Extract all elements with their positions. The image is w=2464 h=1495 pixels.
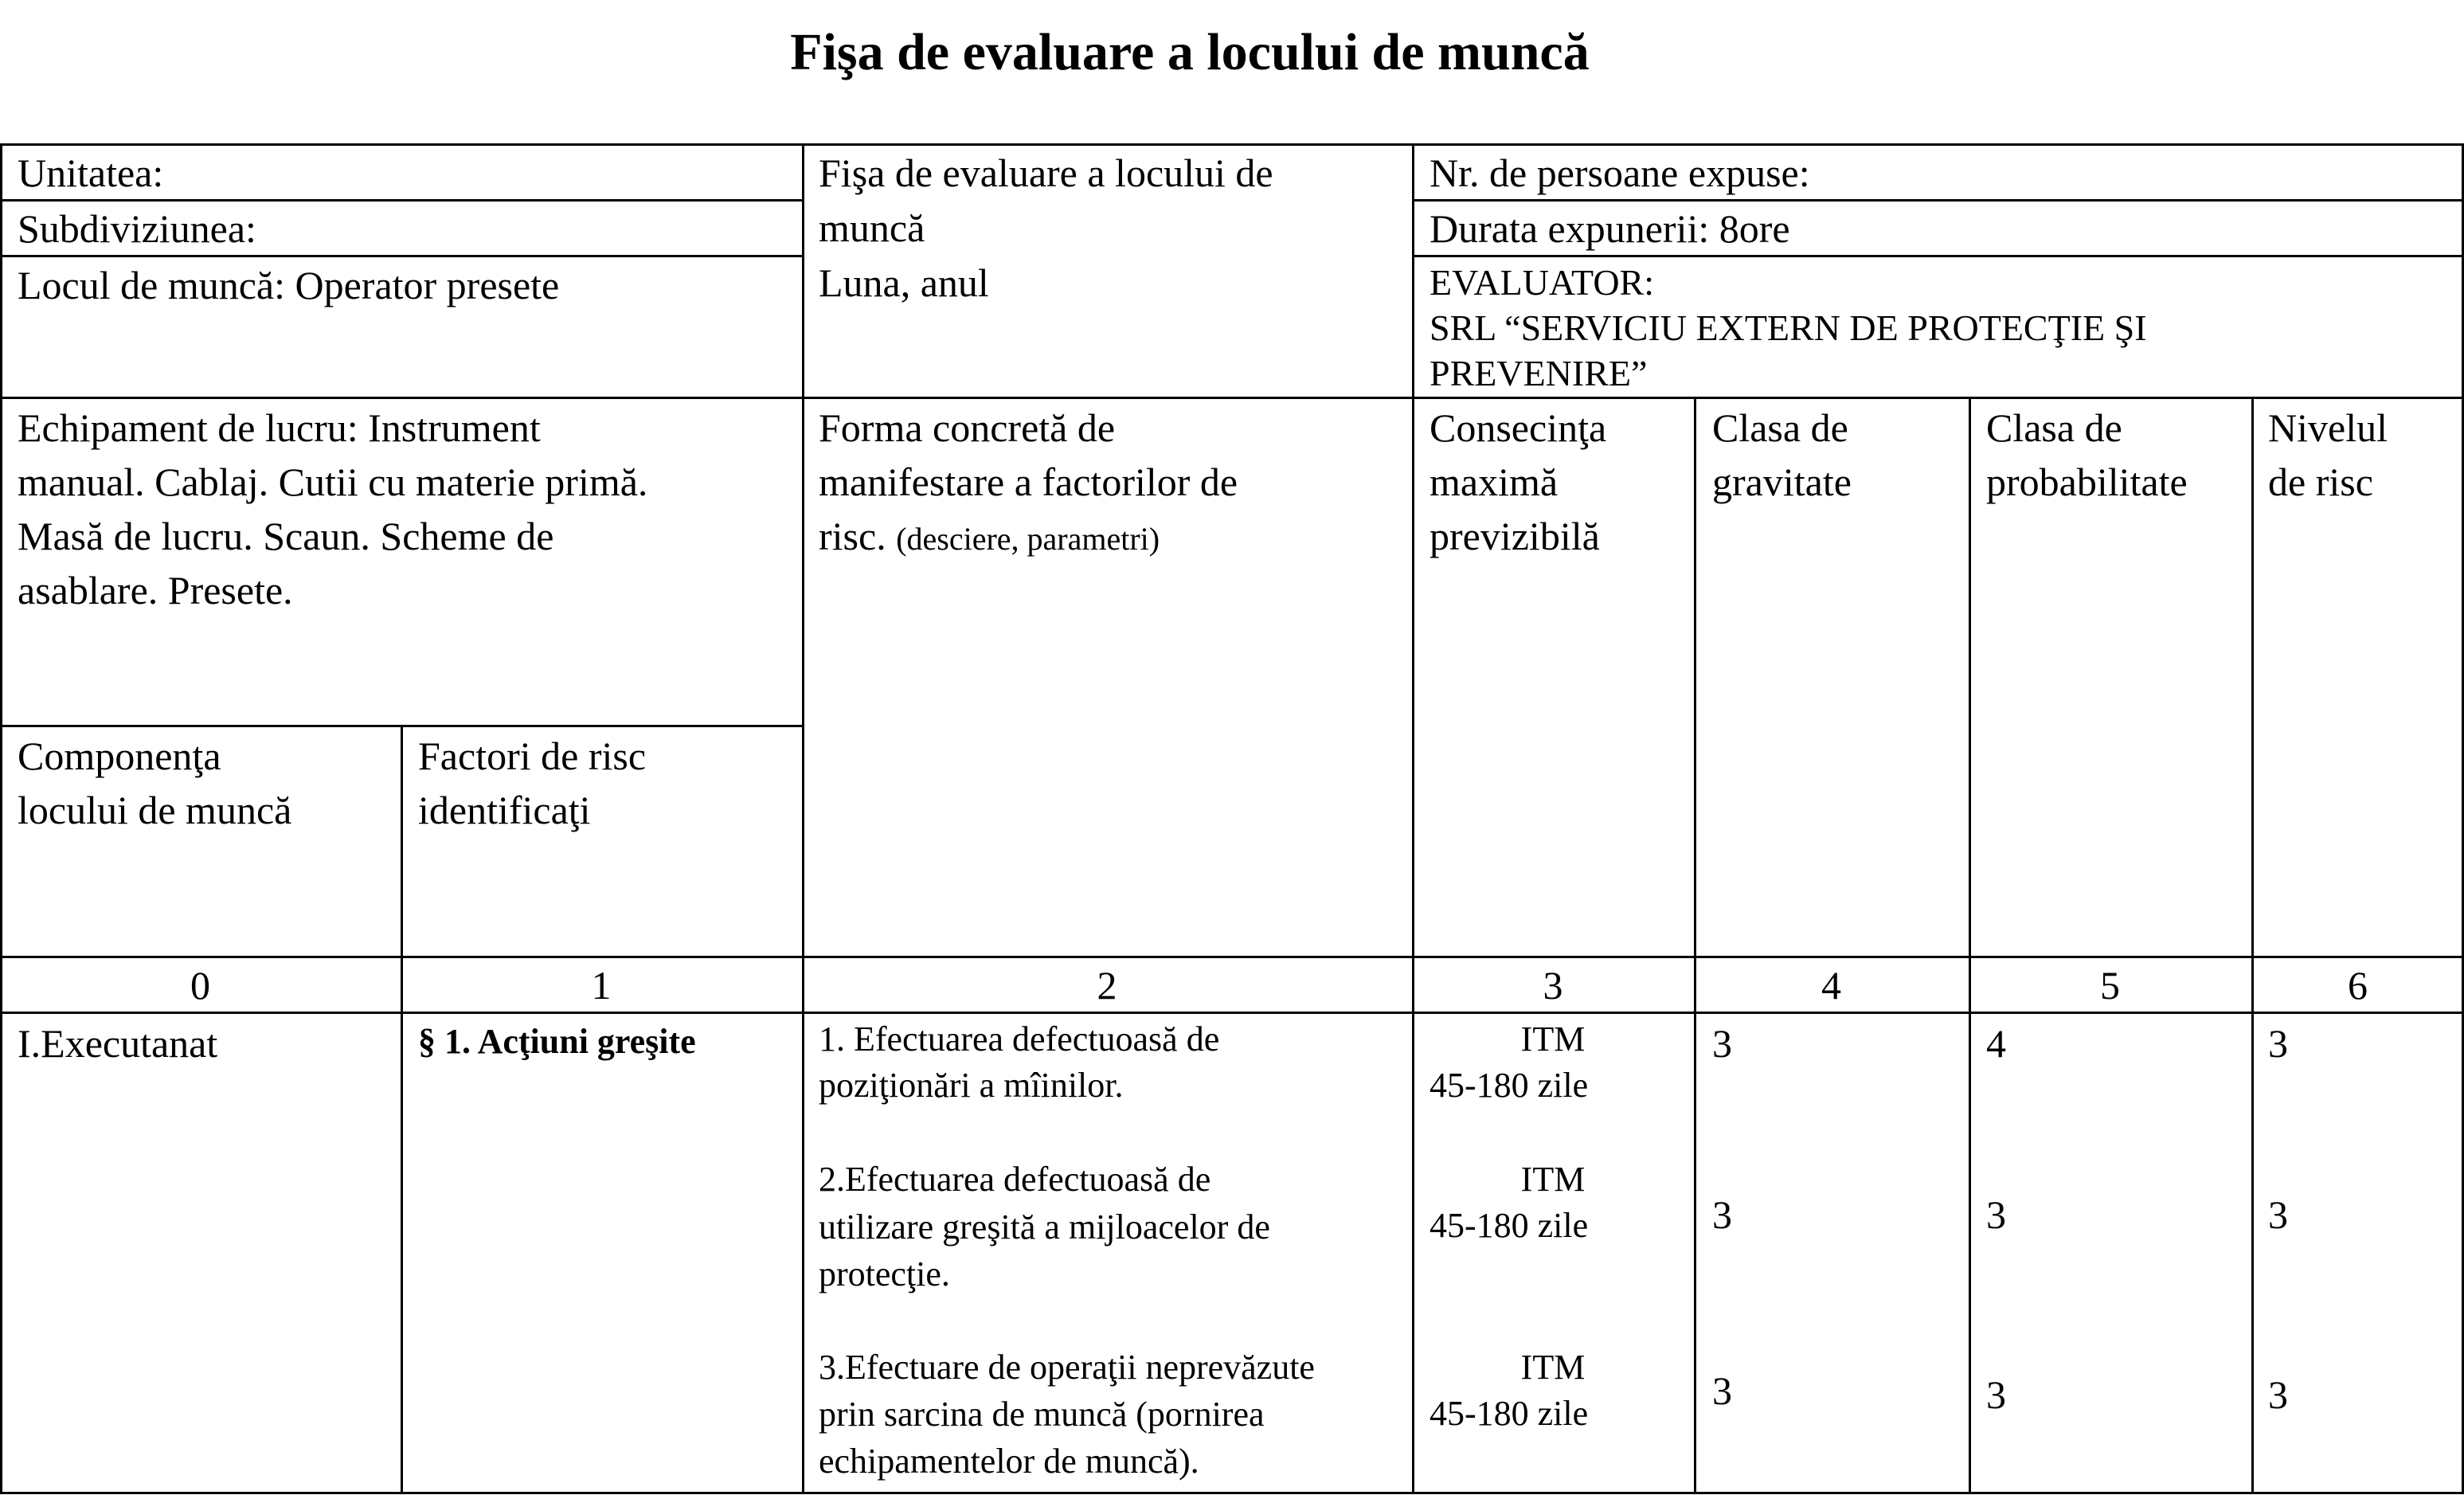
subdivision-label: Subdiviziunea: bbox=[18, 206, 256, 251]
table-col-rule bbox=[1969, 397, 1971, 1494]
severity-header: gravitate bbox=[1712, 460, 1852, 504]
risk-description: prin sarcina de muncă (pornirea bbox=[819, 1395, 1265, 1434]
document-title: Fişa de evaluare a locului de muncă bbox=[790, 23, 1590, 81]
risk-description: echipamentelor de muncă). bbox=[819, 1442, 1199, 1481]
table-col-rule bbox=[802, 143, 804, 1494]
risk-factors-header: Factori de risc bbox=[418, 734, 647, 778]
consequence-itm: ITM bbox=[1520, 1019, 1586, 1059]
risk-description: protecţie. bbox=[819, 1254, 950, 1293]
sheet-label-cont: muncă bbox=[819, 205, 925, 250]
month-year-label: Luna, anul bbox=[819, 260, 989, 305]
equipment-text: asablare. Presete. bbox=[18, 568, 293, 612]
table-col-rule bbox=[1412, 143, 1414, 1494]
risk-form-header: Forma concretă de bbox=[819, 405, 1116, 450]
evaluator-name-cont: PREVENIRE” bbox=[1430, 353, 1648, 393]
risk-factors-header: identificaţi bbox=[418, 788, 591, 832]
consequence-days: 45-180 zile bbox=[1430, 1394, 1589, 1433]
evaluator-name: SRL “SERVICIU EXTERN DE PROTECŢIE ŞI bbox=[1430, 307, 2147, 348]
probability-header: Clasa de bbox=[1986, 405, 2122, 450]
risk-level-value: 3 bbox=[2268, 1021, 2288, 1066]
table-col-rule bbox=[1694, 397, 1696, 1494]
exposed-persons-label: Nr. de persoane expuse: bbox=[1430, 151, 1810, 195]
risk-form-header bbox=[819, 509, 1160, 566]
probability-value: 3 bbox=[1986, 1192, 2006, 1237]
column-number: 5 bbox=[2100, 963, 2120, 1008]
severity-value: 3 bbox=[1712, 1192, 1732, 1237]
probability-value: 4 bbox=[1986, 1021, 2006, 1066]
risk-description: utilizare greşită a mijloacelor de bbox=[819, 1207, 1270, 1246]
column-number: 1 bbox=[591, 963, 612, 1008]
risk-level-header: de risc bbox=[2268, 460, 2373, 504]
column-number: 0 bbox=[190, 963, 210, 1008]
risk-description: 2.Efectuarea defectuoasă de bbox=[819, 1160, 1211, 1199]
risk-description: poziţionări a mîinilor. bbox=[819, 1066, 1124, 1105]
column-number: 2 bbox=[1097, 963, 1117, 1008]
probability-header: probabilitate bbox=[1986, 460, 2188, 504]
severity-header: Clasa de bbox=[1712, 405, 1848, 450]
unit-label: Unitatea: bbox=[18, 151, 164, 195]
consequence-header: previzibilă bbox=[1430, 514, 1600, 558]
column-number: 4 bbox=[1821, 963, 1841, 1008]
column-number: 6 bbox=[2348, 963, 2368, 1008]
component-header: locului de muncă bbox=[18, 788, 292, 832]
consequence-itm: ITM bbox=[1520, 1348, 1586, 1387]
workplace-label: Locul de muncă: Operator presete bbox=[18, 263, 560, 307]
risk-level-value: 3 bbox=[2268, 1372, 2288, 1417]
probability-value: 3 bbox=[1986, 1372, 2006, 1417]
equipment-text: Echipament de lucru: Instrument bbox=[18, 405, 541, 450]
consequence-header: Consecinţa bbox=[1430, 405, 1607, 450]
table-col-rule bbox=[2251, 397, 2254, 1494]
risk-level-header: Nivelul bbox=[2268, 405, 2388, 450]
table-border-bottom bbox=[0, 1492, 2464, 1494]
table-border-left bbox=[0, 143, 2, 1494]
component-header: Componenţa bbox=[18, 734, 221, 778]
risk-form-note: (desciere, parametri) bbox=[896, 521, 1160, 557]
severity-value: 3 bbox=[1712, 1368, 1732, 1413]
equipment-text: Masă de lucru. Scaun. Scheme de bbox=[18, 514, 554, 558]
column-number: 3 bbox=[1543, 963, 1563, 1008]
equipment-text: manual. Cablaj. Cutii cu materie primă. bbox=[18, 460, 648, 504]
risk-description: 1. Efectuarea defectuoasă de bbox=[819, 1019, 1220, 1059]
executant-cell: I.Executanat bbox=[18, 1021, 218, 1066]
consequence-days: 45-180 zile bbox=[1430, 1206, 1589, 1245]
risk-factor-title: § 1. Acţiuni greşite bbox=[418, 1022, 696, 1061]
evaluator-label: EVALUATOR: bbox=[1430, 262, 1654, 303]
risk-level-value: 3 bbox=[2268, 1192, 2288, 1237]
sheet-label: Fişa de evaluare a locului de bbox=[819, 151, 1273, 195]
table-rule bbox=[0, 397, 2464, 399]
table-col-rule bbox=[401, 725, 403, 1494]
consequence-days: 45-180 zile bbox=[1430, 1066, 1589, 1105]
risk-form-header: manifestare a factorilor de bbox=[819, 460, 1238, 504]
risk-description: 3.Efectuare de operaţii neprevăzute bbox=[819, 1348, 1315, 1387]
consequence-itm: ITM bbox=[1520, 1160, 1586, 1199]
risk-form-word: risc. bbox=[819, 514, 886, 558]
exposure-duration-label: Durata expunerii: 8ore bbox=[1430, 206, 1790, 251]
consequence-header: maximă bbox=[1430, 460, 1559, 504]
severity-value: 3 bbox=[1712, 1021, 1732, 1066]
